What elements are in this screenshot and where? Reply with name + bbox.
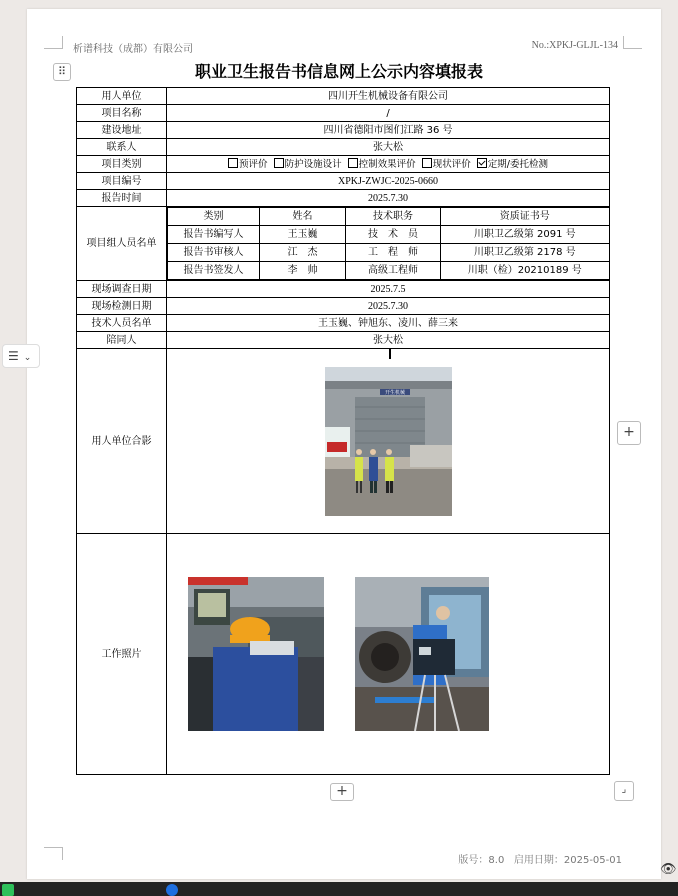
team-cell-name[interactable]: 李 帅 <box>260 262 346 280</box>
category-label: 项目类别 <box>77 156 167 173</box>
category-option[interactable]: 防护设施设计 <box>274 159 342 170</box>
checkbox-checked-icon[interactable] <box>477 158 487 168</box>
drag-handle-icon[interactable]: ⠿ <box>53 63 71 81</box>
group-photo-image[interactable] <box>325 367 452 516</box>
category-option[interactable]: 定期/委托检测 <box>477 159 548 170</box>
work-photo-2-svg <box>355 577 489 731</box>
footer <box>458 851 622 866</box>
app-icon[interactable] <box>166 884 178 896</box>
escort-label: 陪同人 <box>77 332 167 349</box>
plus-icon[interactable]: + <box>617 421 641 445</box>
eye-icon[interactable]: 👁 <box>660 862 677 877</box>
test-date-value[interactable]: 2025.7.30 <box>167 298 610 315</box>
footer-version: 版号：8.0 <box>458 855 505 866</box>
contact-label: 联系人 <box>77 139 167 156</box>
category-option[interactable]: 现状评价 <box>422 159 471 170</box>
page-corner-mark <box>623 36 642 49</box>
page-corner-mark <box>44 847 63 860</box>
team-cell-name[interactable]: 江 杰 <box>260 244 346 262</box>
resize-icon[interactable]: ⌟ <box>614 781 634 801</box>
team-cell-cert[interactable]: 川职卫乙级第 2178 号 <box>441 244 610 262</box>
team-cell-role: 报告书编写人 <box>168 226 260 244</box>
page-corner-mark <box>44 36 63 49</box>
survey-date-value[interactable]: 2025.7.5 <box>167 281 610 298</box>
group-photo-svg <box>325 367 452 516</box>
report-time-label: 报告时间 <box>77 190 167 207</box>
report-time-value[interactable]: 2025.7.30 <box>167 190 610 207</box>
group-photo-label: 用人单位合影 <box>77 349 167 534</box>
team-table <box>167 207 610 280</box>
team-cell-role: 报告书审核人 <box>168 244 260 262</box>
outline-icon: ☰ <box>8 349 19 363</box>
category-options <box>167 156 610 173</box>
employer-label: 用人单位 <box>77 88 167 105</box>
plus-icon: + <box>336 783 348 799</box>
checkbox-icon[interactable] <box>274 158 284 168</box>
category-option[interactable]: 预评价 <box>228 159 268 170</box>
team-cell <box>167 207 610 281</box>
checkbox-icon[interactable] <box>422 158 432 168</box>
work-photo-cell <box>167 534 610 775</box>
header-company: 析谱科技（成都）有限公司 <box>73 44 193 55</box>
project-no-value[interactable]: XPKJ-ZWJC-2025-0660 <box>167 173 610 190</box>
team-header: 姓名 <box>260 208 346 226</box>
team-cell-title[interactable]: 技 术 员 <box>346 226 441 244</box>
table-row <box>168 226 610 244</box>
team-cell-cert[interactable]: 川职（检）20210189 号 <box>441 262 610 280</box>
project-name-label: 项目名称 <box>77 105 167 122</box>
table-row <box>168 262 610 280</box>
project-name-value[interactable]: / <box>167 105 610 122</box>
report-table <box>76 87 610 775</box>
team-cell-role: 报告书签发人 <box>168 262 260 280</box>
test-date-label: 现场检测日期 <box>77 298 167 315</box>
work-photo-2-image[interactable] <box>355 577 489 731</box>
group-photo-cell <box>167 349 610 534</box>
team-header: 技术职务 <box>346 208 441 226</box>
team-cell-cert[interactable]: 川职卫乙级第 2091 号 <box>441 226 610 244</box>
taskbar <box>0 882 678 896</box>
employer-value[interactable]: 四川开生机械设备有限公司 <box>167 88 610 105</box>
footer-date: 启用日期：2025-05-01 <box>513 855 622 866</box>
checkbox-icon[interactable] <box>348 158 358 168</box>
chevron-down-icon: ⌄ <box>23 353 32 363</box>
work-photo-label: 工作照片 <box>77 534 167 775</box>
checkbox-icon[interactable] <box>228 158 238 168</box>
team-cell-title[interactable]: 工 程 师 <box>346 244 441 262</box>
work-photo-1-image[interactable] <box>188 577 324 731</box>
header-doc-no: No.:XPKJ-GLJL-134 <box>531 40 618 51</box>
escort-value[interactable]: 张大松 <box>167 332 610 349</box>
team-header: 类别 <box>168 208 260 226</box>
app-icon[interactable] <box>2 884 14 896</box>
team-label: 项目组人员名单 <box>77 207 167 281</box>
address-value[interactable]: 四川省德阳市图们江路 36 号 <box>167 122 610 139</box>
team-header: 资质证书号 <box>441 208 610 226</box>
team-cell-name[interactable]: 王玉巍 <box>260 226 346 244</box>
address-label: 建设地址 <box>77 122 167 139</box>
work-photo-1-svg <box>188 577 324 731</box>
table-row <box>168 244 610 262</box>
contact-value[interactable]: 张大松 <box>167 139 610 156</box>
project-no-label: 项目编号 <box>77 173 167 190</box>
survey-date-label: 现场调查日期 <box>77 281 167 298</box>
page-title: 职业卫生报告书信息网上公示内容填报表 <box>194 62 483 81</box>
building-sign: 开生机械 <box>384 389 405 396</box>
tech-staff-value[interactable]: 王玉巍、钟旭东、凌川、薛三来 <box>167 315 610 332</box>
text-cursor <box>389 349 391 359</box>
tech-staff-label: 技术人员名单 <box>77 315 167 332</box>
outline-tool-button[interactable] <box>2 344 40 368</box>
team-cell-title[interactable]: 高级工程师 <box>346 262 441 280</box>
category-option[interactable]: 控制效果评价 <box>348 159 416 170</box>
team-header-row <box>168 208 610 226</box>
add-row-button[interactable] <box>330 783 354 801</box>
